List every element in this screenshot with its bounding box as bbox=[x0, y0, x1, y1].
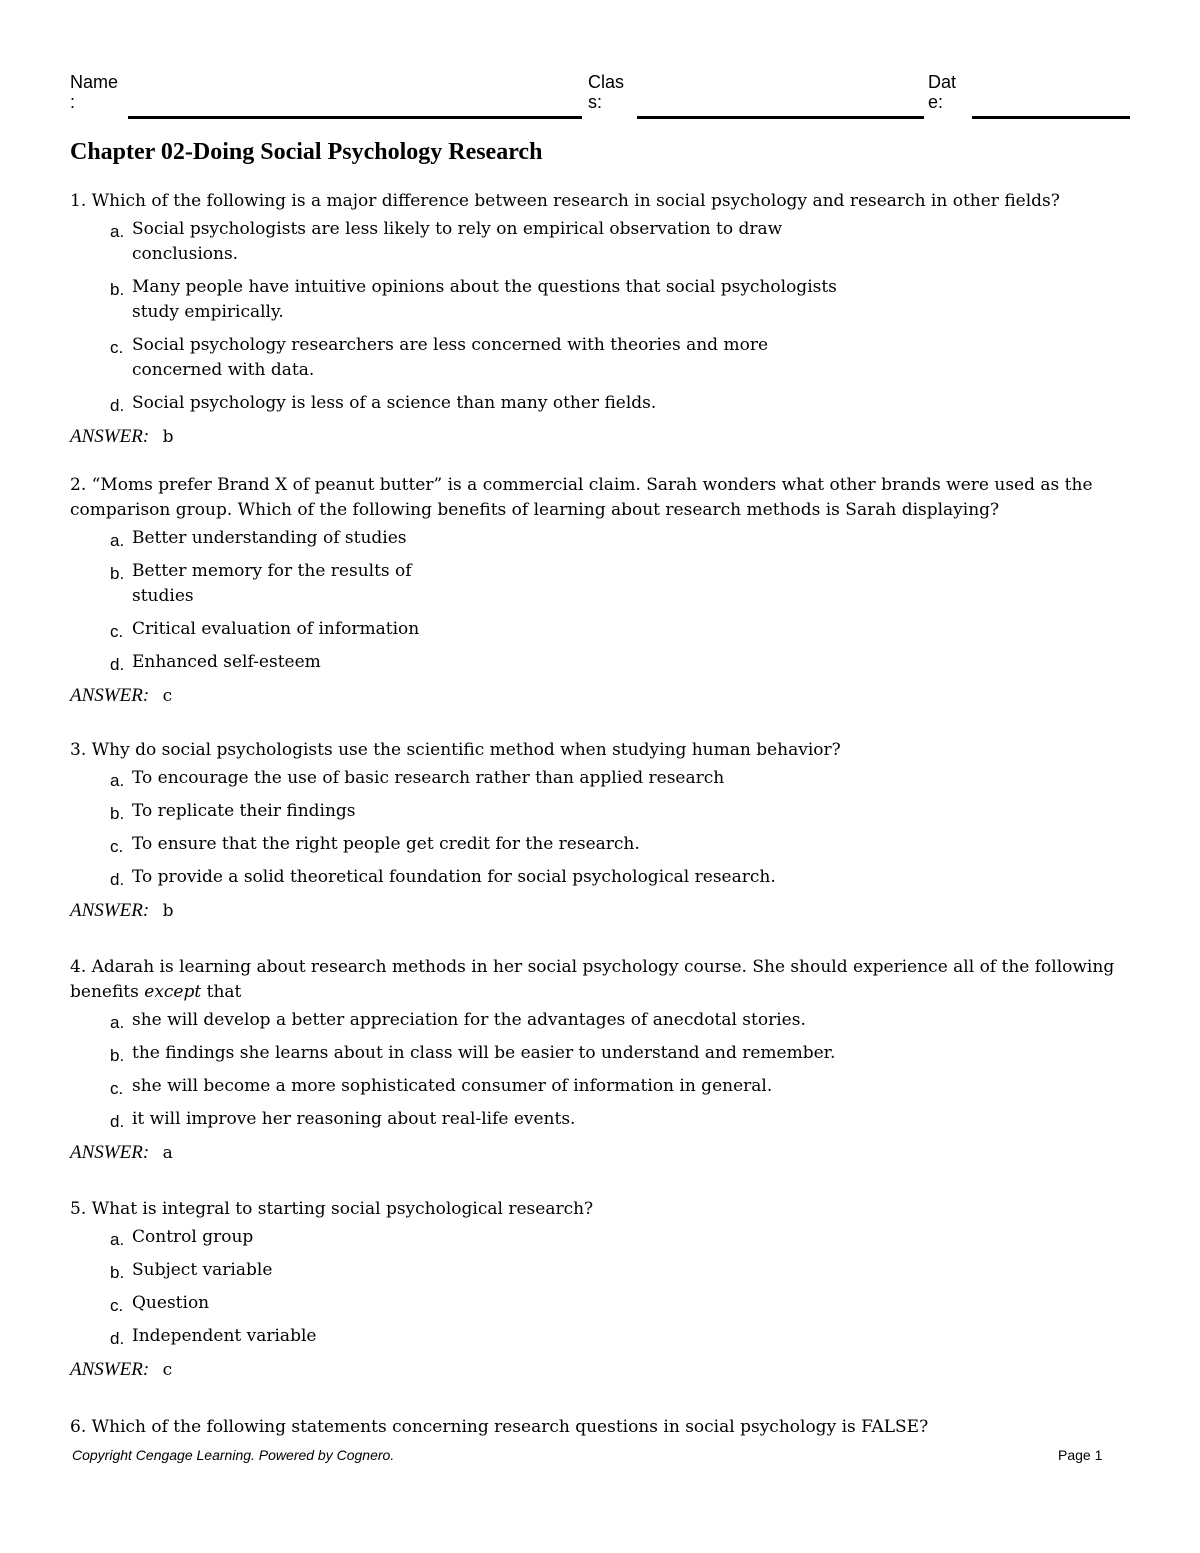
choice-text: Enhanced self-esteem bbox=[132, 652, 321, 672]
choice-text: Critical evaluation of information bbox=[132, 619, 420, 639]
choice-c bbox=[70, 1291, 1130, 1316]
choice-b bbox=[70, 799, 1130, 824]
choice-text: Better memory for the results of studies bbox=[132, 561, 412, 606]
choice-text: Subject variable bbox=[132, 1260, 273, 1280]
choice-b bbox=[70, 275, 1130, 325]
question-6 bbox=[70, 1415, 1130, 1440]
choice-d bbox=[70, 1324, 1130, 1349]
answer-line bbox=[70, 1140, 1130, 1166]
choice-text: she will become a more sophisticated consumer of information in general. bbox=[132, 1076, 773, 1096]
choice-a bbox=[70, 766, 1130, 791]
choice-text: Social psychologists are less likely to rely on empirical observation to draw conclusions. bbox=[132, 219, 783, 264]
answer-line bbox=[70, 1357, 1130, 1383]
choice-b bbox=[70, 1041, 1130, 1066]
question-stem bbox=[70, 189, 1130, 214]
question-stem bbox=[70, 1415, 1130, 1440]
choice-a bbox=[70, 1225, 1130, 1250]
choice-text: she will develop a better appreciation for the advantages of anecdotal stories. bbox=[132, 1010, 806, 1030]
choice-letter: d. bbox=[110, 655, 125, 674]
choice-letter: a. bbox=[110, 531, 125, 550]
choice-c bbox=[70, 333, 1130, 383]
choice-letter: c. bbox=[110, 1079, 124, 1098]
choice-text: To encourage the use of basic research rather than applied research bbox=[132, 768, 725, 788]
choice-a bbox=[70, 1008, 1130, 1033]
choice-text: Social psychology researchers are less concerned with theories and more concerned with data. bbox=[132, 335, 769, 380]
answer-label: ANSWER: bbox=[70, 1142, 150, 1163]
question-4 bbox=[70, 955, 1130, 1166]
question-number: 6. bbox=[70, 1417, 87, 1437]
choice-list bbox=[70, 217, 1130, 416]
question-stem bbox=[70, 1197, 1130, 1222]
choice-letter: b. bbox=[110, 804, 125, 823]
choice-a bbox=[70, 217, 1130, 267]
choice-d bbox=[70, 865, 1130, 890]
choice-b bbox=[70, 559, 1130, 609]
class-label bbox=[588, 72, 624, 112]
choice-list bbox=[70, 766, 1130, 890]
choice-letter: b. bbox=[110, 1263, 125, 1282]
question-text-emphasis: except bbox=[144, 982, 202, 1002]
question-number: 1. bbox=[70, 191, 87, 211]
choice-letter: a. bbox=[110, 1013, 125, 1032]
choice-letter: d. bbox=[110, 396, 125, 415]
choice-text: Social psychology is less of a science than many other fields. bbox=[132, 393, 657, 413]
answer-label: ANSWER: bbox=[70, 426, 150, 447]
answer-label: ANSWER: bbox=[70, 900, 150, 921]
question-2 bbox=[70, 473, 1130, 709]
question-text: Which of the following statements concerning research questions in social psychology is FALSE? bbox=[91, 1417, 929, 1437]
question-text-end: that bbox=[201, 982, 242, 1002]
date-label bbox=[928, 72, 956, 112]
choice-letter: b. bbox=[110, 1046, 125, 1065]
choice-letter: d. bbox=[110, 1112, 125, 1131]
choice-text: To replicate their findings bbox=[132, 801, 356, 821]
question-text: Adarah is learning about research methods in her social psychology course. She should experience all of the following benefits bbox=[70, 957, 1115, 1002]
choice-text: Control group bbox=[132, 1227, 254, 1247]
choice-letter: a. bbox=[110, 222, 125, 241]
choice-d bbox=[70, 391, 1130, 416]
question-number: 2. bbox=[70, 475, 87, 495]
choice-b bbox=[70, 1258, 1130, 1283]
question-text: Which of the following is a major difference between research in social psychology and research in other fields? bbox=[91, 191, 1060, 211]
choice-letter: d. bbox=[110, 1329, 125, 1348]
question-text: “Moms prefer Brand X of peanut butter” is a commercial claim. Sarah wonders what other brands were used as the comparison group. Which of the following benefits of learning about research methods is Sarah displaying? bbox=[70, 475, 1093, 520]
question-stem bbox=[70, 955, 1130, 1005]
choice-list bbox=[70, 526, 1130, 675]
choice-d bbox=[70, 1107, 1130, 1132]
choice-a bbox=[70, 526, 1130, 551]
question-3 bbox=[70, 738, 1130, 924]
name-label-bottom: : bbox=[70, 92, 76, 112]
answer-value: c bbox=[162, 1360, 173, 1380]
answer-line bbox=[70, 424, 1130, 450]
name-field-line[interactable] bbox=[128, 116, 582, 119]
choice-letter: a. bbox=[110, 771, 125, 790]
choice-c bbox=[70, 832, 1130, 857]
choice-text: Many people have intuitive opinions about the questions that social psychologists study empirically. bbox=[132, 277, 837, 322]
name-label bbox=[70, 72, 118, 112]
answer-value: a bbox=[162, 1143, 173, 1163]
choice-letter: c. bbox=[110, 622, 124, 641]
page-number: Page 1 bbox=[1058, 1447, 1103, 1463]
question-1 bbox=[70, 189, 1130, 450]
choice-text: it will improve her reasoning about real-life events. bbox=[132, 1109, 576, 1129]
choice-letter: c. bbox=[110, 837, 124, 856]
answer-value: b bbox=[162, 901, 174, 921]
answer-label: ANSWER: bbox=[70, 685, 150, 706]
choice-letter: b. bbox=[110, 564, 125, 583]
choice-list bbox=[70, 1225, 1130, 1349]
date-field-line[interactable] bbox=[972, 116, 1130, 119]
choice-letter: d. bbox=[110, 870, 125, 889]
question-text: Why do social psychologists use the scientific method when studying human behavior? bbox=[91, 740, 841, 760]
choice-letter: b. bbox=[110, 280, 125, 299]
choice-letter: a. bbox=[110, 1230, 125, 1249]
name-label-top: Name bbox=[70, 72, 119, 92]
date-label-top: Dat bbox=[928, 72, 957, 92]
question-stem bbox=[70, 473, 1130, 523]
question-number: 3. bbox=[70, 740, 87, 760]
page-title: Chapter 02-Doing Social Psychology Research bbox=[70, 139, 543, 165]
question-number: 4. bbox=[70, 957, 87, 977]
choice-text: To provide a solid theoretical foundation for social psychological research. bbox=[132, 867, 776, 887]
date-label-bottom: e: bbox=[928, 92, 944, 112]
question-5 bbox=[70, 1197, 1130, 1383]
class-label-bottom: s: bbox=[588, 92, 603, 112]
question-number: 5. bbox=[70, 1199, 87, 1219]
choice-c bbox=[70, 617, 1130, 642]
choice-letter: c. bbox=[110, 338, 124, 357]
answer-line bbox=[70, 683, 1130, 709]
copyright-footer: Copyright Cengage Learning. Powered by Cognero. bbox=[72, 1447, 395, 1463]
question-text: What is integral to starting social psychological research? bbox=[91, 1199, 594, 1219]
choice-text: Better understanding of studies bbox=[132, 528, 407, 548]
choice-text: the findings she learns about in class will be easier to understand and remember. bbox=[132, 1043, 836, 1063]
question-stem bbox=[70, 738, 1130, 763]
answer-line bbox=[70, 898, 1130, 924]
choice-letter: c. bbox=[110, 1296, 124, 1315]
choice-c bbox=[70, 1074, 1130, 1099]
choice-d bbox=[70, 650, 1130, 675]
answer-label: ANSWER: bbox=[70, 1359, 150, 1380]
choice-text: Question bbox=[132, 1293, 210, 1313]
answer-value: c bbox=[162, 686, 173, 706]
class-label-top: Clas bbox=[588, 72, 625, 92]
choice-list bbox=[70, 1008, 1130, 1132]
choice-text: To ensure that the right people get credit for the research. bbox=[132, 834, 640, 854]
answer-value: b bbox=[162, 427, 174, 447]
class-field-line[interactable] bbox=[637, 116, 924, 119]
choice-text: Independent variable bbox=[132, 1326, 317, 1346]
